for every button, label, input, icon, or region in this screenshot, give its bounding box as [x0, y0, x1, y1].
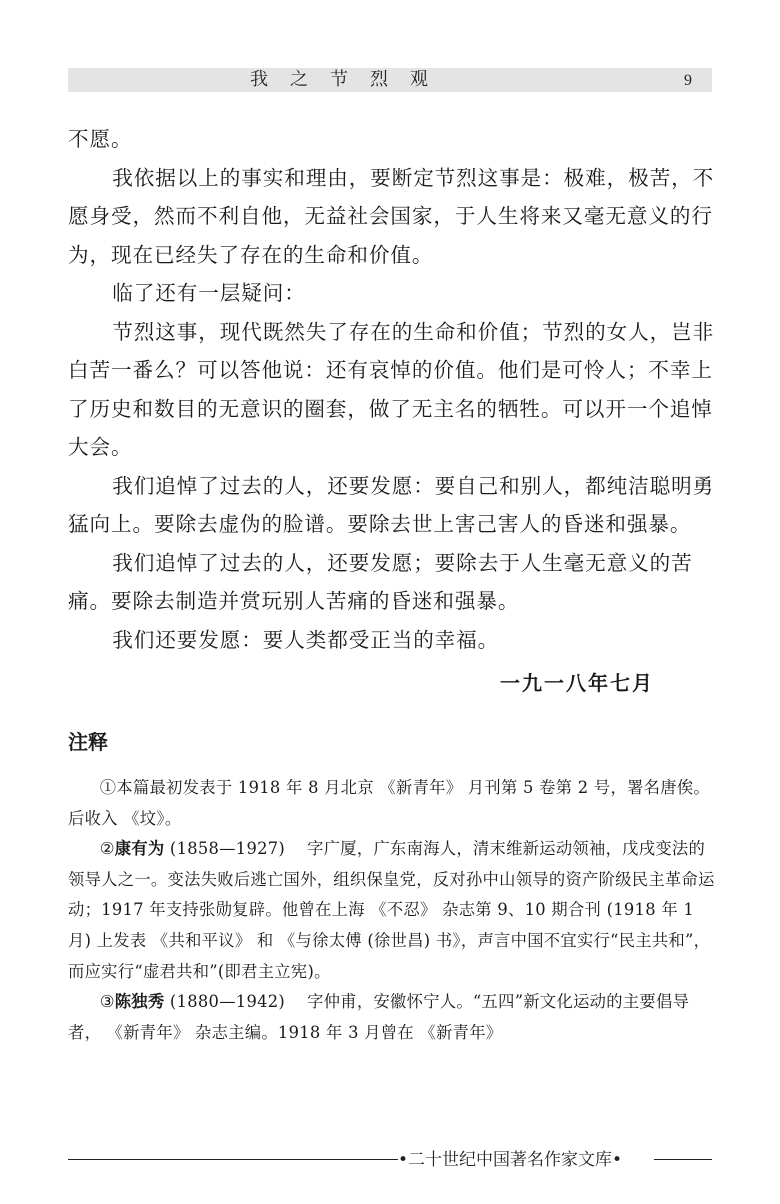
footer-rule-left — [68, 1159, 398, 1160]
paragraph: 不愿。 — [68, 127, 133, 151]
paragraph: 我们追悼了过去的人，还要发愿；要除去于人生毫无意义的苦痛。要除去制造并赏玩别人苦痛的昏迷和强暴。 — [68, 550, 693, 613]
note-text: (1858—1927) 字广厦，广东南海人，清末维新运动领袖，戊戌变法的领导人之一。变法失败后逃亡国外，组织保皇党，反对孙中山领导的资产阶级民主革命运动；1917 年支持张勋复辟。他曾在上海 《不忍》 杂志第 9、10 期合刊 (1918 年 1 月) 上发表 《共和平议》 和 《与徐太傅 (徐世昌) 书》，声言中国不宜实行“民主共和”，而应实行“虚君共和”(即君主立宪)。 — [68, 839, 715, 981]
footer-series-title: •二十世纪中国著名作家文库• — [398, 1150, 623, 1170]
notes-heading: 注释 — [68, 730, 108, 754]
note-text: (1880—1942) 字仲甫，安徽怀宁人。“五四”新文化运动的主要倡导者， 《新青年》 杂志主编。1918 年 3 月曾在 《新青年》 — [68, 992, 690, 1042]
note-name: 康有为 — [114, 839, 165, 859]
note-item — [68, 834, 718, 987]
essay-body — [68, 120, 716, 659]
paragraph: 节烈这事，现代既然失了存在的生命和价值；节烈的女人，岂非白苦一番么？可以答他说：还有哀悼的价值。他们是可怜人；不幸上了历史和数目的无意识的圈套，做了无主名的牺牲。可以开一个追悼大会。 — [68, 319, 715, 459]
paragraph: 临了还有一层疑问： — [112, 281, 306, 305]
page-number: 9 — [684, 72, 692, 89]
paragraph: 我们追悼了过去的人，还要发愿：要自己和别人，都纯洁聪明勇猛向上。要除去虚伪的脸谱。要除去世上害己害人的昏迷和强暴。 — [68, 473, 715, 536]
note-item — [68, 987, 718, 1048]
footer-rule-right — [654, 1159, 712, 1160]
note-item: ①本篇最初发表于 1918 年 8 月北京 《新青年》 月刊第 5 卷第 2 号，署名唐俟。后收入 《坟》。 — [68, 778, 711, 828]
note-marker: ③ — [99, 992, 115, 1012]
running-header-title: 我之节烈观 — [250, 69, 450, 90]
note-marker: ② — [99, 839, 115, 859]
date-signature: 一九一八年七月 — [500, 671, 654, 695]
note-name: 陈独秀 — [114, 992, 165, 1012]
paragraph: 我依据以上的事实和理由，要断定节烈这事是：极难，极苦，不愿身受，然而不利自他，无益社会国家，于人生将来又毫无意义的行为，现在已经失了存在的生命和价值。 — [68, 165, 715, 267]
paragraph: 我们还要发愿：要人类都受正当的幸福。 — [112, 627, 500, 652]
notes-section — [68, 773, 718, 1048]
